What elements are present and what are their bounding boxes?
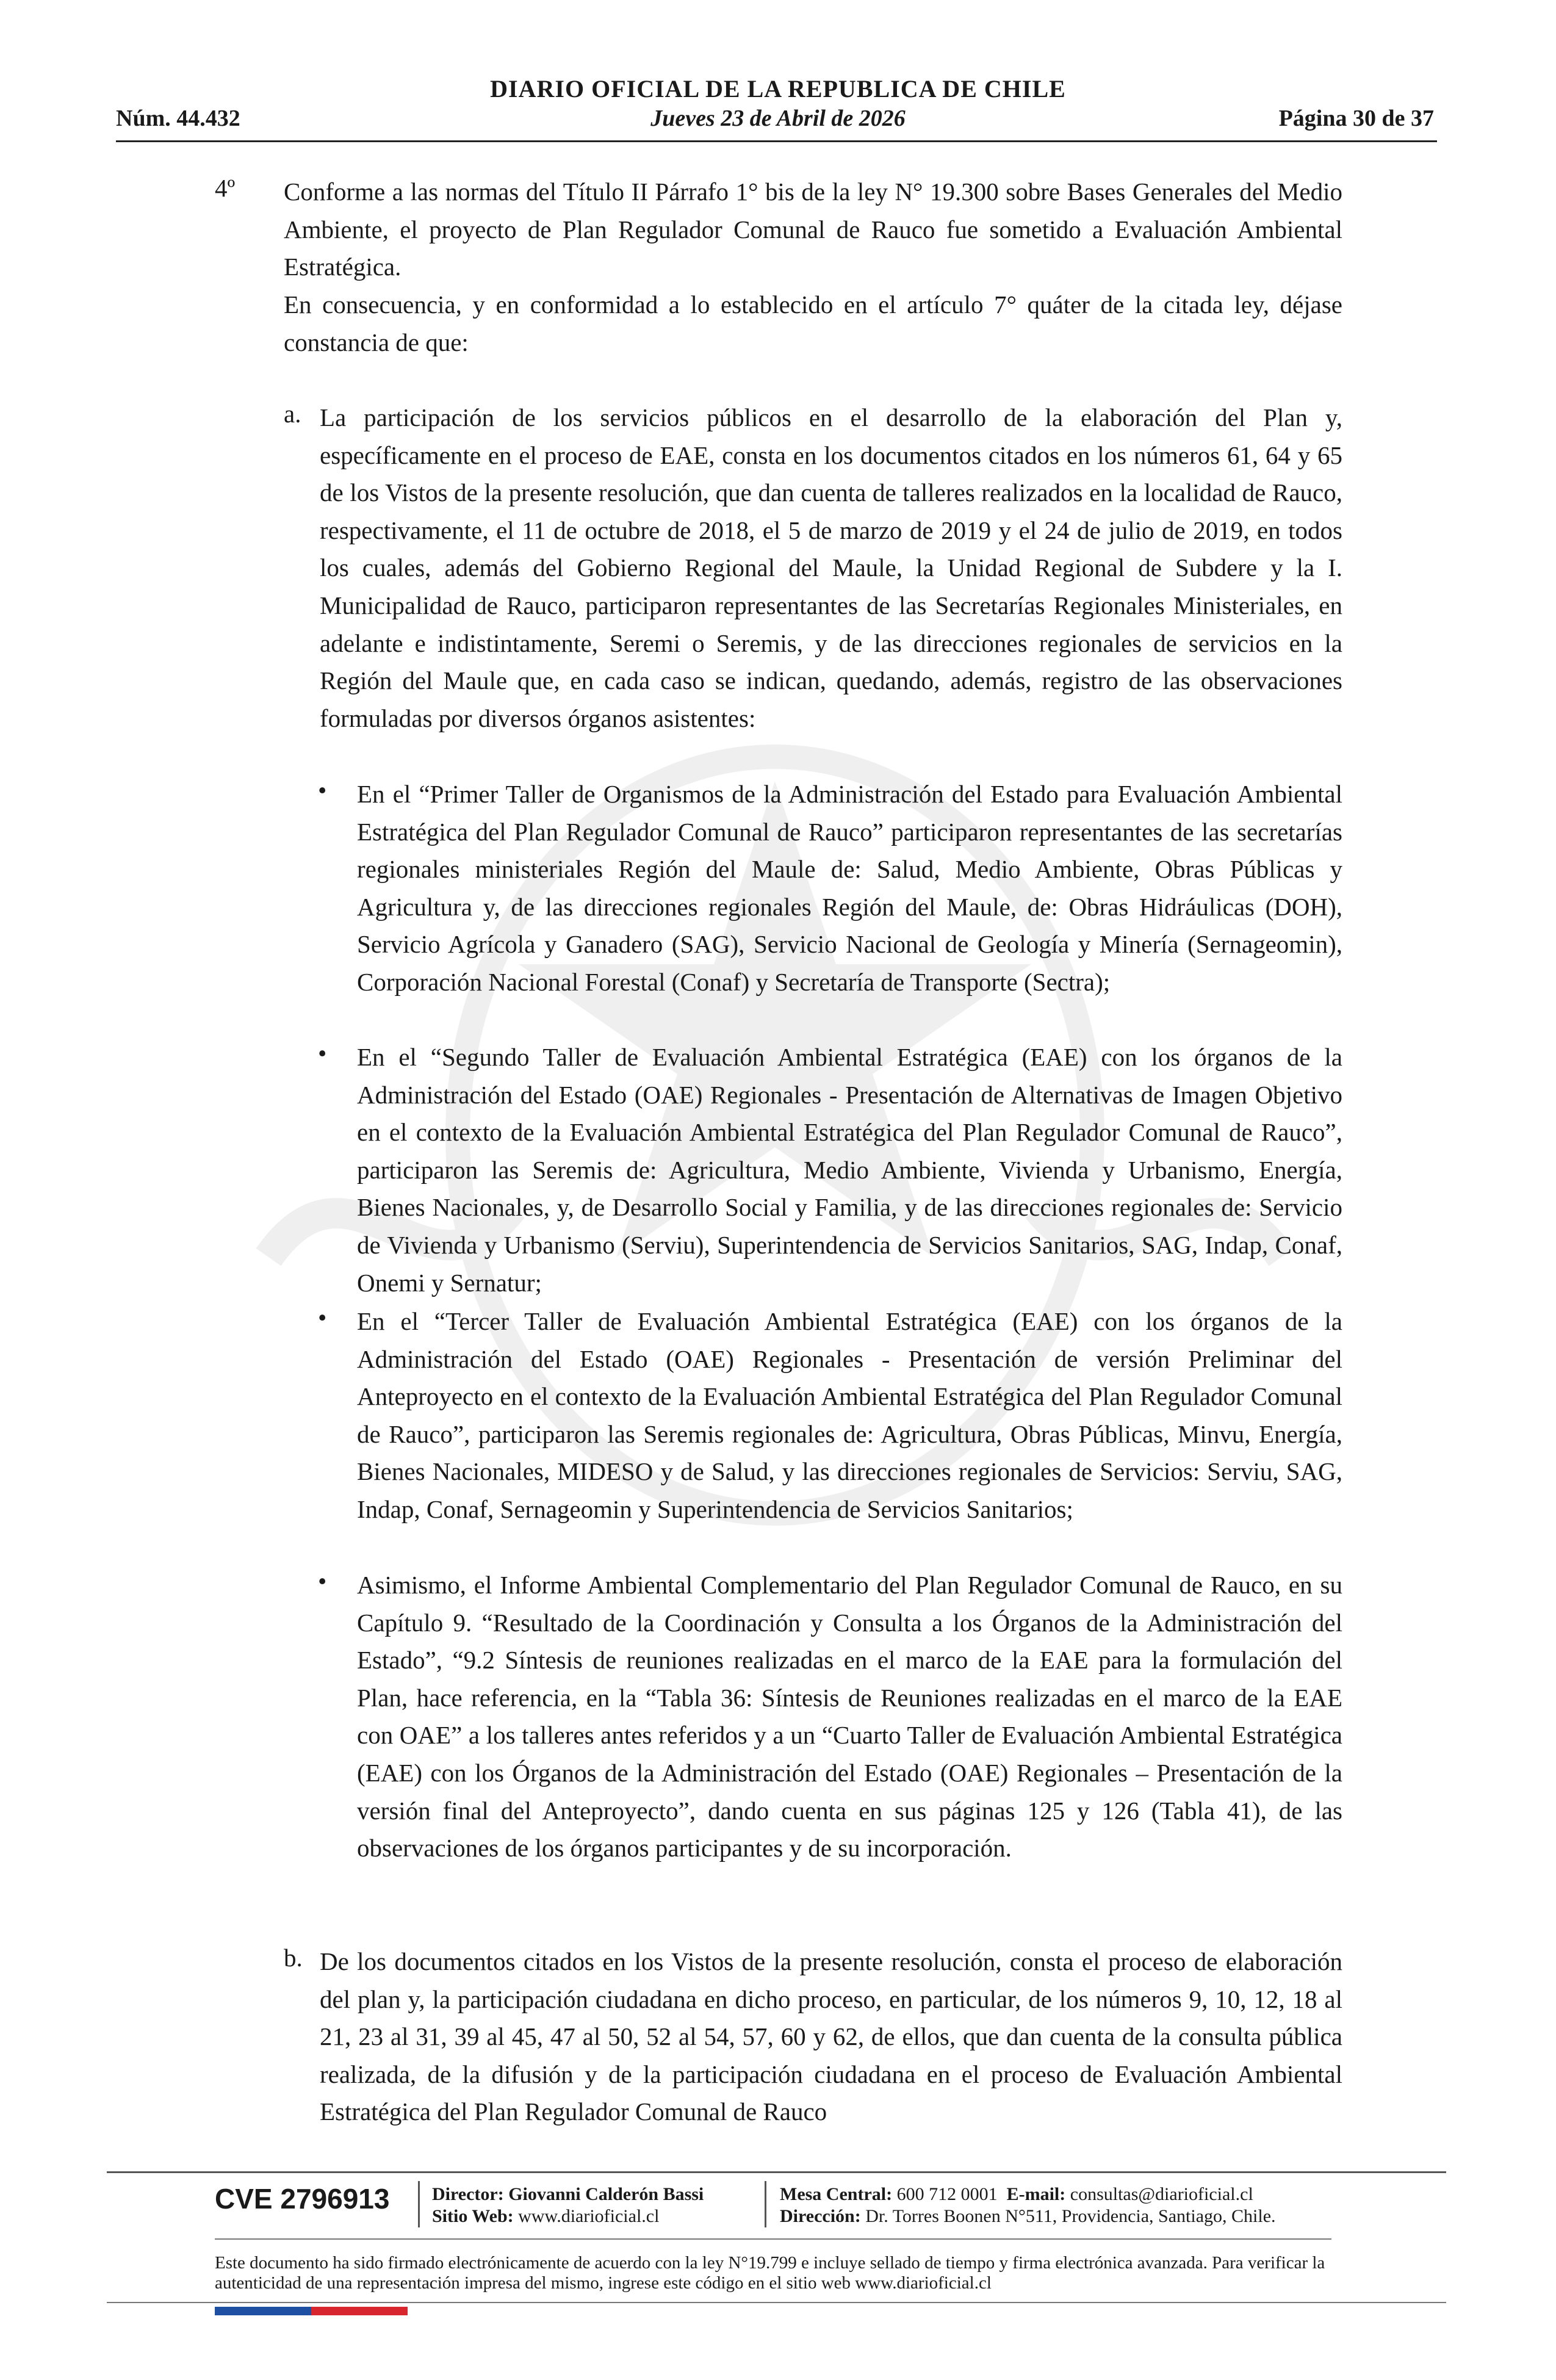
bullet-first-workshop: En el “Primer Taller de Organismos de la Administración del Estado para Evaluación Ambiental Estratégica del Plan Regulador Comunal de Rauco” participaron representantes de las secretarías regionales ministeriales Región del Maule de: Salud, Medio Ambiente, Obras Públicas y Agricultura y, de las direcciones regionales Región del Maule, de: Obras Hidráulicas (DOH), Servicio Agrícola y Ganadero (SAG), Servicio Nacional de Geología y Minería (Sernageomin), Corporación Nacional Forestal (Conaf) y Secretaría de Transporte (Sectra); — [357, 780, 1342, 996]
footer-separator — [418, 2181, 420, 2227]
footer-separator — [765, 2181, 766, 2227]
director-name: Giovanni Calderón Bassi — [508, 2184, 704, 2204]
address-text: Dr. Torres Boonen N°511, Providencia, Santiago, Chile. — [865, 2206, 1276, 2226]
footer-bottom-divider — [107, 2302, 1446, 2303]
footer-contact-block — [780, 2183, 1366, 2227]
bullet-marker: • — [318, 1567, 327, 1595]
flag-stripe-blue — [215, 2307, 311, 2315]
mesa-label: Mesa Central: — [780, 2184, 893, 2204]
flag-stripe-red — [311, 2307, 408, 2315]
bullet-second-workshop: En el “Segundo Taller de Evaluación Ambiental Estratégica (EAE) con los órganos de la Administración del Estado (OAE) Regionales - Presentación de Alternativas de Imagen Objetivo en el contexto de la Evaluación Ambiental Estratégica del Plan Regulador Comunal de Rauco”, participaron las Seremis de: Agricultura, Medio Ambiente, Vivienda y Urbanismo, Energía, Bienes Nacionales, y, de Desarrollo Social y Familia, y de las direcciones regionales de: Servicio de Vivienda y Urbanismo (Serviu), Superintendencia de Servicios Sanitarios, SAG, Indap, Conaf, Onemi y Sernatur; — [357, 1043, 1342, 1297]
section-number: 4º — [215, 174, 236, 202]
web-link[interactable]: www.diarioficial.cl — [518, 2206, 660, 2226]
bullet-environmental-report: Asimismo, el Informe Ambiental Complementario del Plan Regulador Comunal de Rauco, en su Capítulo 9. “Resultado de la Coordinación y Consulta a los Órganos de la Administración del Estado”, “9.2 Síntesis de reuniones realizadas en el marco de la EAE para la formulación del Plan, hace referencia, en la “Tabla 36: Síntesis de Reuniones realizadas en el marco de la EAE con OAE” a los talleres antes referidos y a un “Cuarto Taller de Evaluación Ambiental Estratégica (EAE) con los Órganos de la Administración del Estado (OAE) Regionales – Presentación de la versión final del Anteproyecto”, dando cuenta en sus páginas 125 y 126 (Tabla 41), de las observaciones de los órganos participantes y de su incorporación. — [357, 1571, 1342, 1863]
item-a-label: a. — [284, 400, 301, 428]
footer-divider — [107, 2171, 1446, 2173]
issue-number: Núm. 44.432 — [116, 106, 240, 131]
web-label: Sitio Web: — [432, 2206, 514, 2226]
mesa-phone: 600 712 0001 — [896, 2184, 998, 2204]
email-link[interactable]: consultas@diarioficial.cl — [1070, 2184, 1253, 2204]
email-label: E-mail: — [1006, 2184, 1066, 2204]
page-indicator: Página 30 de 37 — [1278, 106, 1434, 131]
cve-code: CVE 2796913 — [215, 2183, 390, 2215]
item-b-label: b. — [284, 1944, 303, 1972]
bullet-marker: • — [318, 1039, 327, 1067]
issue-date: Jueves 23 de Abril de 2026 — [650, 106, 906, 131]
bullet-third-workshop: En el “Tercer Taller de Evaluación Ambiental Estratégica (EAE) con los órganos de la Administración del Estado (OAE) Regionales - Presentación de versión Preliminar del Anteproyecto en el contexto de la Evaluación Ambiental Estratégica del Plan Regulador Comunal de Rauco”, participaron las Seremis regionales de: Agricultura, Obras Públicas, Minvu, Energía, Bienes Nacionales, MIDESO y de Salud, y las direcciones regionales de Servicios: Serviu, SAG, Indap, Conaf, Sernageomin y Superintendencia de Servicios Sanitarios; — [357, 1307, 1342, 1523]
newspaper-title: DIARIO OFICIAL DE LA REPUBLICA DE CHILE — [490, 75, 1066, 103]
bullet-marker: • — [318, 776, 327, 804]
item-a-text: La participación de los servicios públicos en el desarrollo de la elaboración del Plan y, específicamente en el proceso de EAE, consta en los documentos citados en los números 61, 64 y 65 de los Vistos de la presente resolución, que dan cuenta de talleres realizados en la localidad de Rauco, respectivamente, el 11 de octubre de 2018, el 5 de marzo de 2019 y el 24 de julio de 2019, en todos los cuales, además del Gobierno Regional del Maule, la Unidad Regional de Subdere y la I. Municipalidad de Rauco, participaron representantes de las Secretarías Regionales Ministeriales, en adelante e indistintamente, Seremi o Seremis, y de las direcciones regionales de servicios en la Región del Maule que, en cada caso se indican, quedando, además, registro de las observaciones formuladas por diversos órganos asistentes: — [320, 403, 1342, 732]
header-divider — [116, 140, 1437, 142]
footer-inner-divider — [215, 2238, 1331, 2240]
item-b-text: De los documentos citados en los Vistos de la presente resolución, consta el proceso de elaboración del plan y, la participación ciudadana en dicho proceso, en particular, de los números 9, 10, 12, 18 al 21, 23 al 31, 39 al 45, 47 al 50, 52 al 54, 57, 60 y 62, de ellos, que dan cuenta de la consulta pública realizada, de la difusión y de la participación ciudadana en el proceso de Evaluación Ambiental Estratégica del Plan Regulador Comunal de Rauco — [320, 1947, 1342, 2126]
bullet-marker: • — [318, 1304, 327, 1332]
legal-notice: Este documento ha sido firmado electrónicamente de acuerdo con la ley N°19.799 e incluye sellado de tiempo y firma electrónica avanzada. Para verificar la autenticidad de una representación impresa del mismo, ingrese este código en el sitio web www.diarioficial.cl — [215, 2253, 1325, 2293]
section-intro-continued: En consecuencia, y en conformidad a lo establecido en el artículo 7° quáter de la citada ley, déjase constancia de que: — [284, 290, 1342, 356]
section-intro: Conforme a las normas del Título II Párrafo 1° bis de la ley N° 19.300 sobre Bases Generales del Medio Ambiente, el proyecto de Plan Regulador Comunal de Rauco fue sometido a Evaluación Ambiental Estratégica. — [284, 178, 1342, 281]
address-label: Dirección: — [780, 2206, 861, 2226]
footer-director-block — [432, 2183, 774, 2227]
director-label: Director: — [432, 2184, 504, 2204]
